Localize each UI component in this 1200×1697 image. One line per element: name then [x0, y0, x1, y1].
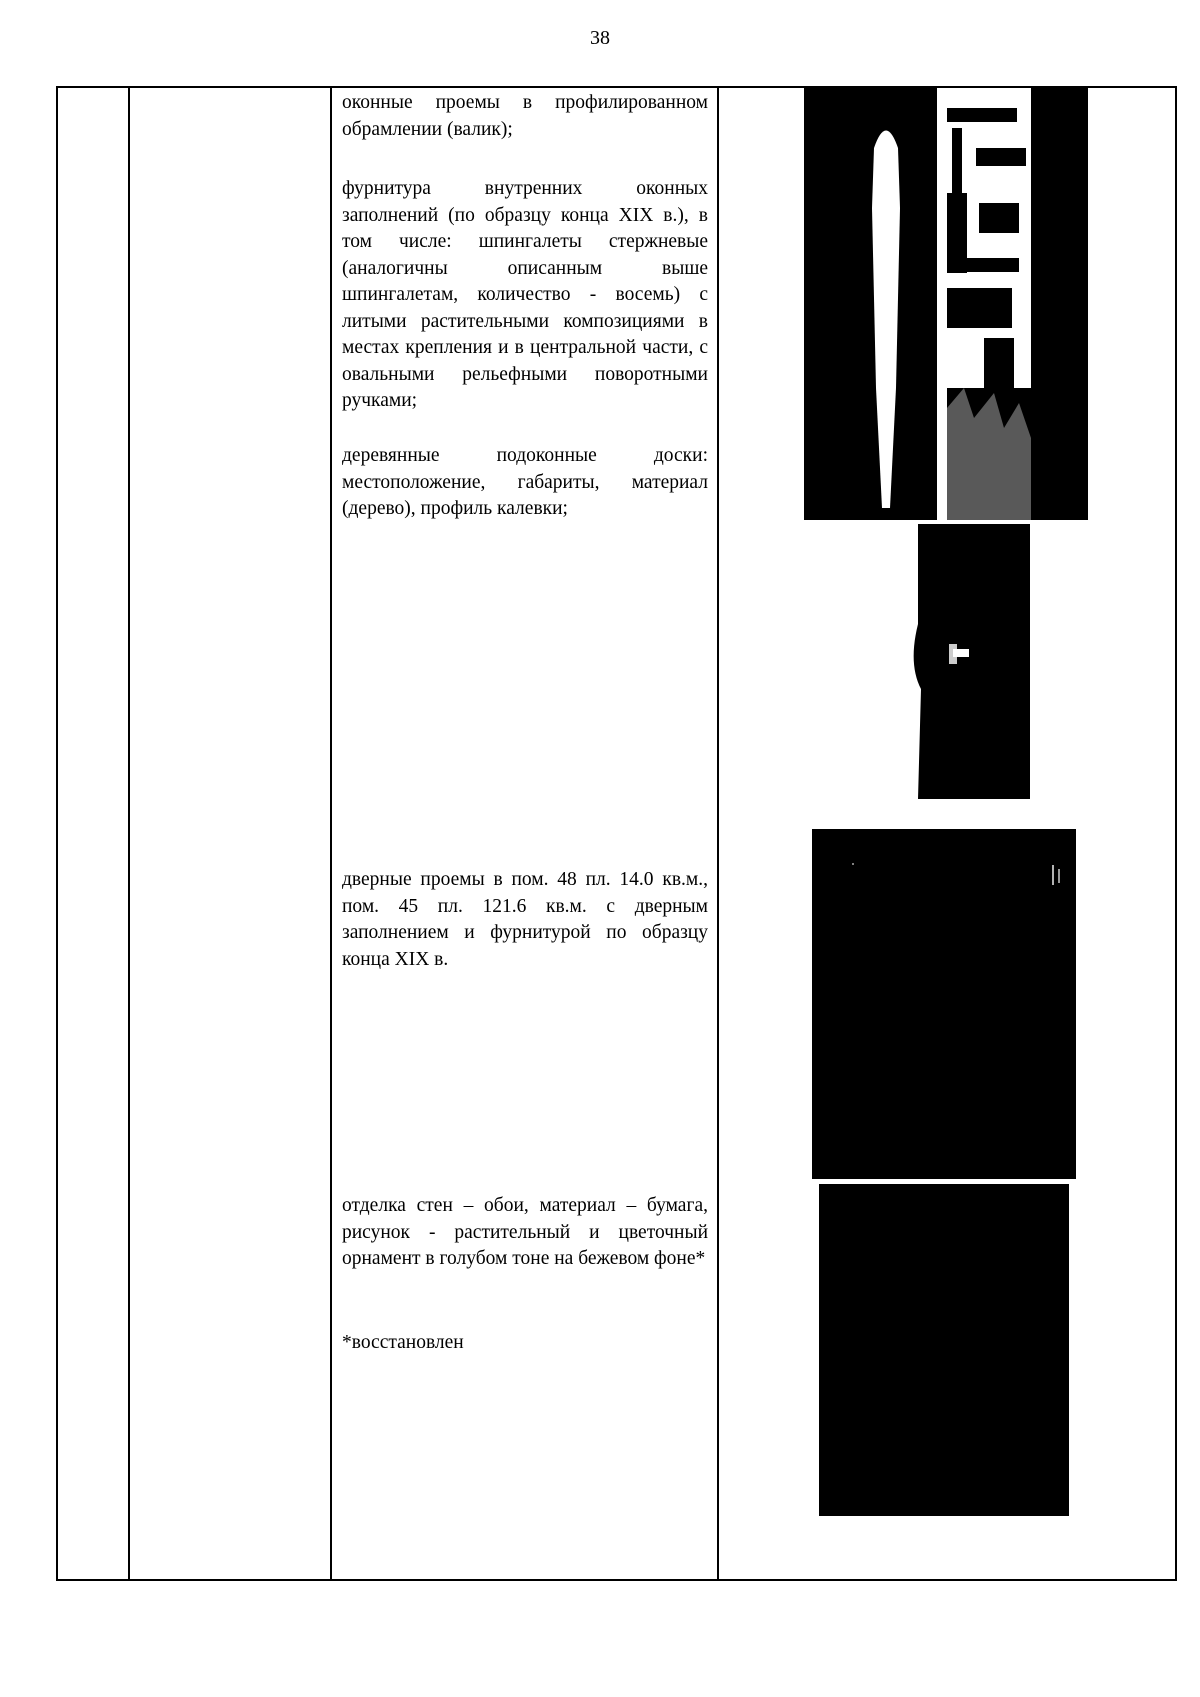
page-number: 38 — [590, 27, 610, 49]
column-divider-1 — [128, 86, 130, 1581]
door-photo — [812, 829, 1076, 1179]
window-latch-image — [913, 524, 1030, 799]
window-frame-photo — [804, 88, 1088, 520]
description-footnote: *восстановлен — [342, 1332, 464, 1353]
description-window-fittings: фурнитура внутренних оконных заполнений (по образцу конца XIX в.), в том числе: шпингалеты стержневые (аналогичны описанным выше шпингалетам, количество - восемь) с литыми растительными композициями в местах крепления и в центральной части, с овальными рельефными поворотными ручками; — [342, 178, 708, 411]
wallpaper-photo — [819, 1184, 1069, 1516]
description-door-openings: дверные проемы в пом. 48 пл. 14.0 кв.м., пом. 45 пл. 121.6 кв.м. с дверным заполнением и фурнитурой по образцу конца XIX в. — [342, 869, 708, 970]
wallpaper-image — [819, 1184, 1069, 1516]
window-latch-photo — [913, 524, 1030, 799]
description-wall-finish: отделка стен – обои, материал – бумага, рисунок - растительный и цветочный орнамент в голубом тоне на бежевом фоне* — [342, 1195, 708, 1269]
window-frame-image — [804, 88, 1088, 520]
description-window-sills: деревянные подоконные доски: местоположение, габариты, материал (дерево), профиль калевки; — [342, 445, 708, 519]
column-divider-3 — [717, 86, 719, 1581]
column-divider-2 — [330, 86, 332, 1581]
description-window-openings: оконные проемы в профилированном обрамлении (валик); — [342, 92, 708, 140]
door-image — [812, 829, 1076, 1179]
